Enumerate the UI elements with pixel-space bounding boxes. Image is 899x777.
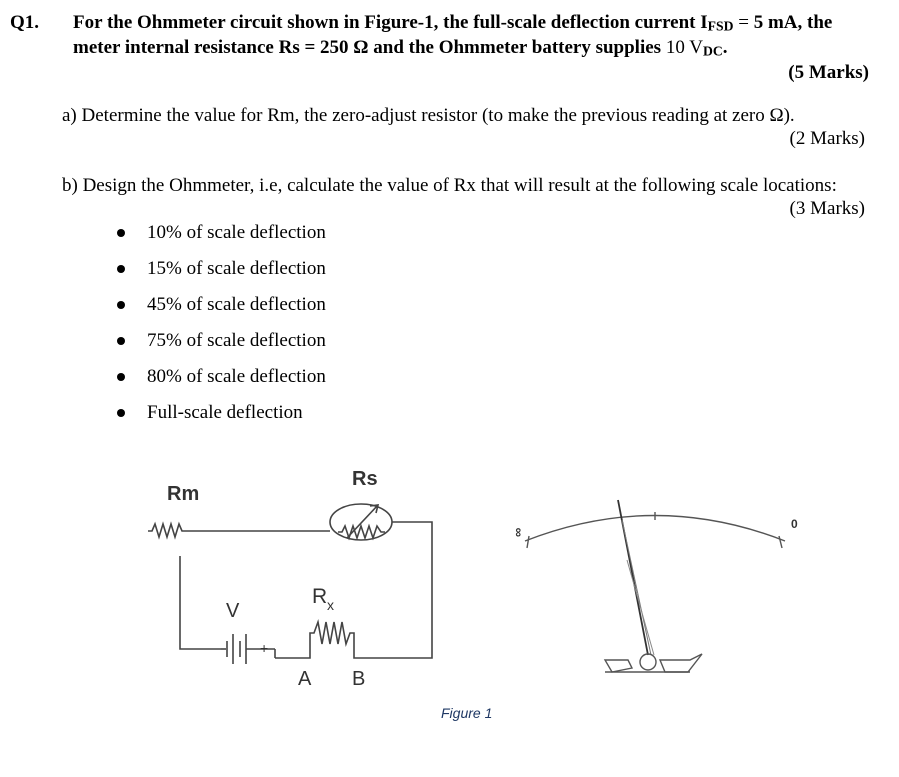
part-a-marks: (2 Marks) <box>789 128 865 149</box>
meter-scale-infinity: ∞ <box>510 527 525 537</box>
terminal-b-label: B <box>352 668 366 690</box>
list-item-label: 80% of scale deflection <box>147 366 326 387</box>
question-voltage-value: 10 V <box>665 37 703 58</box>
question-dc-subscript: DC <box>702 43 723 59</box>
question-line-1-prefix: For the Ohmmeter circuit shown in Figure-1, the full-scale deflection current I <box>73 12 708 33</box>
rm-label: Rm <box>167 483 200 505</box>
list-item <box>113 330 326 366</box>
rx-resistor-symbol <box>300 622 368 658</box>
meter-pivot <box>640 654 656 670</box>
part-b-text: b) Design the Ohmmeter, i.e, calculate the value of Rx that will result at the following scale locations: <box>62 175 837 196</box>
list-item-label: 10% of scale deflection <box>147 222 326 243</box>
bullet-icon <box>117 265 125 273</box>
list-item <box>113 222 326 258</box>
scale-location-list <box>113 222 326 438</box>
question-current-value: 5 mA, the <box>753 12 833 33</box>
list-item-label: 15% of scale deflection <box>147 258 326 279</box>
rs-meter-arrow <box>347 505 378 538</box>
left-wire <box>180 556 221 649</box>
figure-caption: Figure 1 <box>441 705 493 721</box>
list-item <box>113 294 326 330</box>
ohmmeter-circuit <box>148 504 432 664</box>
rs-resistor-symbol <box>338 526 385 538</box>
rm-resistor-symbol <box>148 524 330 537</box>
bullet-icon <box>117 301 125 309</box>
circuit-labels <box>167 468 378 690</box>
bullet-icon <box>117 409 125 417</box>
rs-label: Rs <box>352 468 378 490</box>
question-line-1-equals: = <box>733 12 754 33</box>
right-wire <box>368 522 432 658</box>
question-line-1 <box>73 12 832 35</box>
list-item <box>113 258 326 294</box>
meter-dial <box>525 500 785 672</box>
question-line-2 <box>73 37 727 60</box>
part-a-text: a) Determine the value for Rm, the zero-adjust resistor (to make the previous reading at zero Ω). <box>62 105 795 126</box>
question-line-2-end: . <box>722 37 728 58</box>
meter-scale-zero: 0 <box>791 517 798 531</box>
list-item <box>113 366 326 402</box>
list-item-label: 45% of scale deflection <box>147 294 326 315</box>
meter-tick-left <box>527 536 529 548</box>
bullet-icon <box>117 337 125 345</box>
battery-plus-label: + <box>260 640 269 656</box>
meter-tick-right <box>779 536 782 548</box>
question-number: Q1. <box>10 12 40 33</box>
question-fsd-subscript: FSD <box>707 18 734 34</box>
rx-label-subscript: x <box>327 597 334 613</box>
list-item-label: Full-scale deflection <box>147 402 303 423</box>
list-item-label: 75% of scale deflection <box>147 330 326 351</box>
question-line-2-prefix: meter internal resistance Rs = 250 Ω and the Ohmmeter battery supplies <box>73 37 666 58</box>
figure-1 <box>0 440 899 700</box>
bullet-icon <box>117 229 125 237</box>
rx-label: R <box>312 585 328 608</box>
meter-scale-labels <box>510 517 798 537</box>
bullet-icon <box>117 373 125 381</box>
terminal-a-label: A <box>298 668 312 690</box>
battery-voltage-label: V <box>226 600 240 622</box>
question-marks: (5 Marks) <box>788 62 869 83</box>
part-b-marks: (3 Marks) <box>789 198 865 219</box>
list-item <box>113 402 326 438</box>
